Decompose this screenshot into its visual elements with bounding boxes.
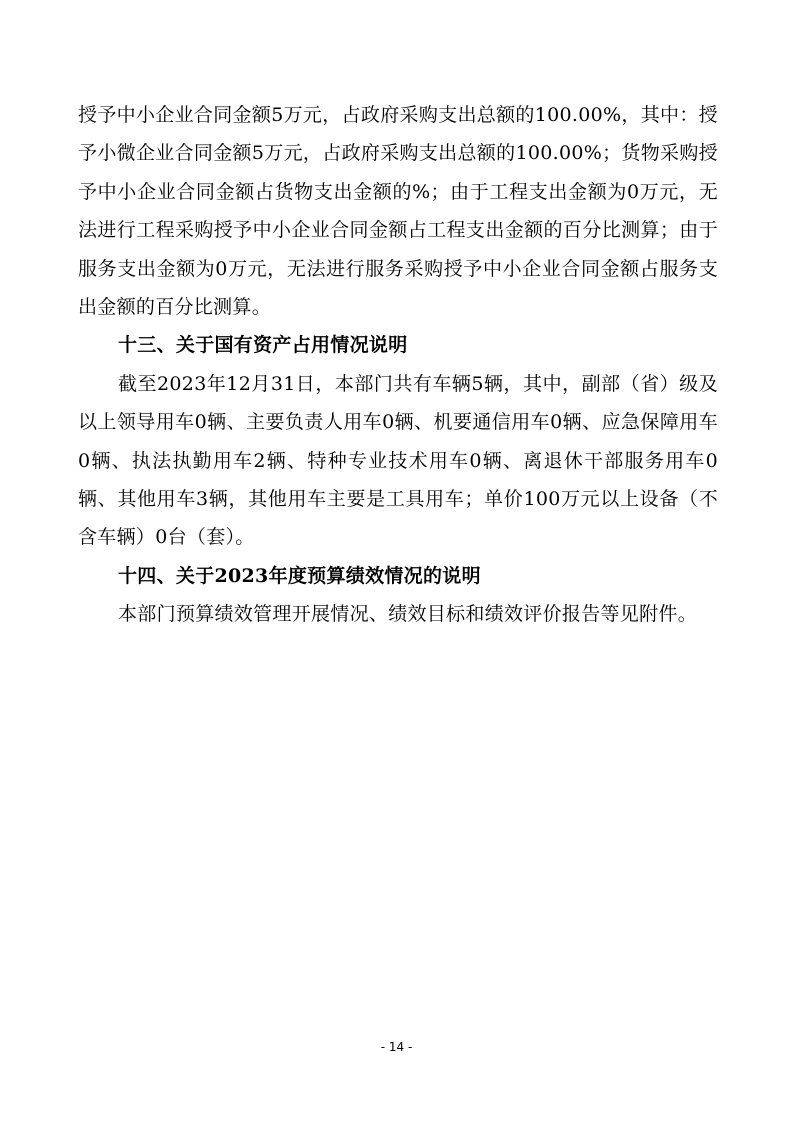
performance-paragraph: 本部门预算绩效管理开展情况、绩效目标和绩效评价报告等见附件。 bbox=[118, 603, 698, 626]
section-heading-14: 十四、关于2023年度预算绩效情况的说明 bbox=[118, 564, 481, 587]
section-heading-13: 十三、关于国有资产占用情况说明 bbox=[118, 334, 408, 357]
page-number: - 14 - bbox=[380, 1040, 413, 1054]
procurement-paragraph: 授予中小企业合同金额5万元，占政府采购支出总额的100.00%，其中：授予小微企业合同金额5万元，占政府采购支出总额的100.00%；货物采购授予中小企业合同金额占货物支出金额的%；由于工程支出金额为0万元，无法进行工程采购授予中小企业合同金额占工程支出金额的百分比测算；由于服务支出金额为0万元，无法进行服务采购授予中小企业合同金额占服务支出金额的百分比测算。 bbox=[78, 104, 718, 319]
document-body bbox=[78, 96, 718, 634]
assets-paragraph: 截至2023年12月31日，本部门共有车辆5辆，其中，副部（省）级及以上领导用车0辆、主要负责人用车0辆、机要通信用车0辆、应急保障用车0辆、执法执勤用车2辆、特种专业技术用车0辆、离退休干部服务用车0辆、其他用车3辆，其他用车主要是工具用车；单价100万元以上设备（不含车辆）0台（套）。 bbox=[78, 372, 718, 549]
